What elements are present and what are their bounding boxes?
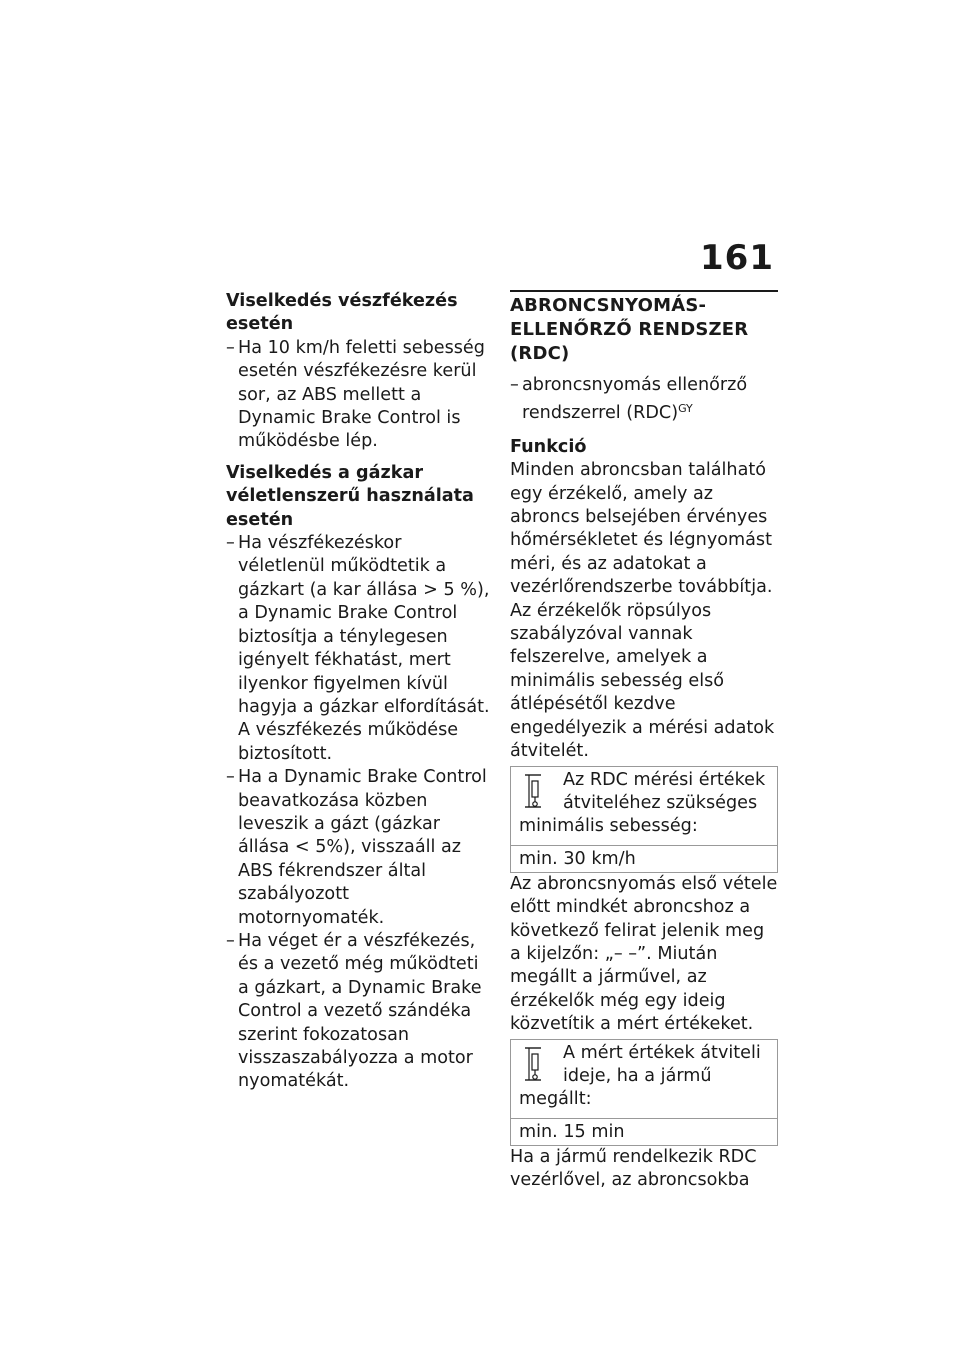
emergency-braking-list (226, 337, 492, 454)
spec-value-icon (519, 771, 555, 811)
spec-description: Az RDC mérési értékek átviteléhez szükséges minimális sebesség: (519, 769, 766, 837)
paragraph: Az érzékelők röpsúlyos szabályzóval vannak felszerelve, amelyek a minimális sebesség első átlépésétől kezdve engedélyezik a mérési adatok átvitelét. (510, 600, 775, 762)
list-item-text: Ha vészfékezéskor véletlenül működtetik a gázkart (a kar állása > 5 %), a Dynamic Brake Control biztosítja a ténylegesen igényelt fékhatást, mert ilyenkor figyelmen kívül hagyja a gázkar elfordítását. A vészfékezés működése biztosított. (238, 533, 490, 764)
list-item: – Ha véget ér a vészfékezés, és a vezető még működteti a gázkart, a Dynamic Brake Control a vezető szándéka szerint fokozatosan visszaszabályozza a motor nyomatékát. (226, 930, 482, 1092)
left-column (226, 290, 492, 1102)
section-title-rdc: ABRONCSNYOMÁS-ELLENŐRZŐ RENDSZER (RDC) (510, 290, 778, 366)
paragraph: Ha a jármű rendelkezik RDC vezérlővel, az abroncsokba (510, 1146, 757, 1191)
right-column (510, 290, 778, 1193)
heading-emergency-braking: Viselkedés vészfékezés esetén (226, 291, 458, 335)
spec-value: min. 15 min (511, 1118, 777, 1145)
rdc-equipment-item: – abroncsnyomás ellenőrző rendszerrel (RDC)$^{GY}$ (510, 375, 748, 424)
spec-description: A mért értékek átviteli ideje, ha a jármű megállt: (519, 1042, 761, 1110)
spec-value: min. 30 km/h (511, 845, 777, 872)
rdc-equipment-text: abroncsnyomás ellenőrző rendszerrel (RDC) (522, 375, 748, 424)
list-item-text: Ha véget ér a vészfékezés, és a vezető még működteti a gázkart, a Dynamic Brake Control a vezető szándéka szerint fokozatosan visszaszabályozza a motor nyomatékát. (238, 930, 482, 1092)
throttle-misuse-list (226, 532, 492, 1094)
heading-throttle-misuse: Viselkedés a gázkar véletlenszerű használata esetén (226, 462, 474, 530)
list-item-text: Ha 10 km/h feletti sebesség esetén vészfékezésre kerül sor, az ABS mellett a Dynamic Brake Control is működésbe lép. (238, 337, 485, 452)
list-item-text: Ha a Dynamic Brake Control beavatkozása közben leveszik a gázt (gázkar állása < 5%), visszaáll az ABS fékrendszer által szabályozott motornyomaték. (238, 767, 487, 928)
list-item: – Ha vészfékezéskor véletlenül működtetik a gázkart (a kar állása > 5 %), a Dynamic Brake Control biztosítja a ténylegesen igényelt fékhatást, mert ilyenkor figyelmen kívül hagyja a gázkar elfordítását. A vészfékezés működése biztosított. (226, 533, 490, 764)
spec-value-icon (519, 1044, 555, 1084)
spec-box-transmit-time (510, 1039, 778, 1146)
page-number: 161 (700, 238, 774, 278)
paragraph: Minden abroncsban található egy érzékelő, amely az abroncs belsejében érvényes hőmérsékletet és légnyomást méri, és az adatokat a vezérlőrendszerbe továbbítja. (510, 460, 773, 598)
list-item: – Ha a Dynamic Brake Control beavatkozása közben leveszik a gázt (gázkar állása < 5%), visszaáll az ABS fékrendszer által szabályozott motornyomaték. (226, 767, 487, 928)
list-item: – Ha 10 km/h feletti sebesség esetén vészfékezésre kerül sor, az ABS mellett a Dynamic Brake Control is működésbe lép. (226, 337, 485, 452)
optional-equipment-code: GY (678, 402, 693, 416)
heading-function: Funkció (510, 436, 587, 457)
spec-box-min-speed (510, 766, 778, 873)
paragraph: Az abroncsnyomás első vétele előtt mindkét abroncshoz a következő felirat jelenik meg a kijelzőn: „– –”. Miután megállt a járművel, az érzékelők még egy ideig közvetítik a mért értékeket. (510, 873, 778, 1035)
